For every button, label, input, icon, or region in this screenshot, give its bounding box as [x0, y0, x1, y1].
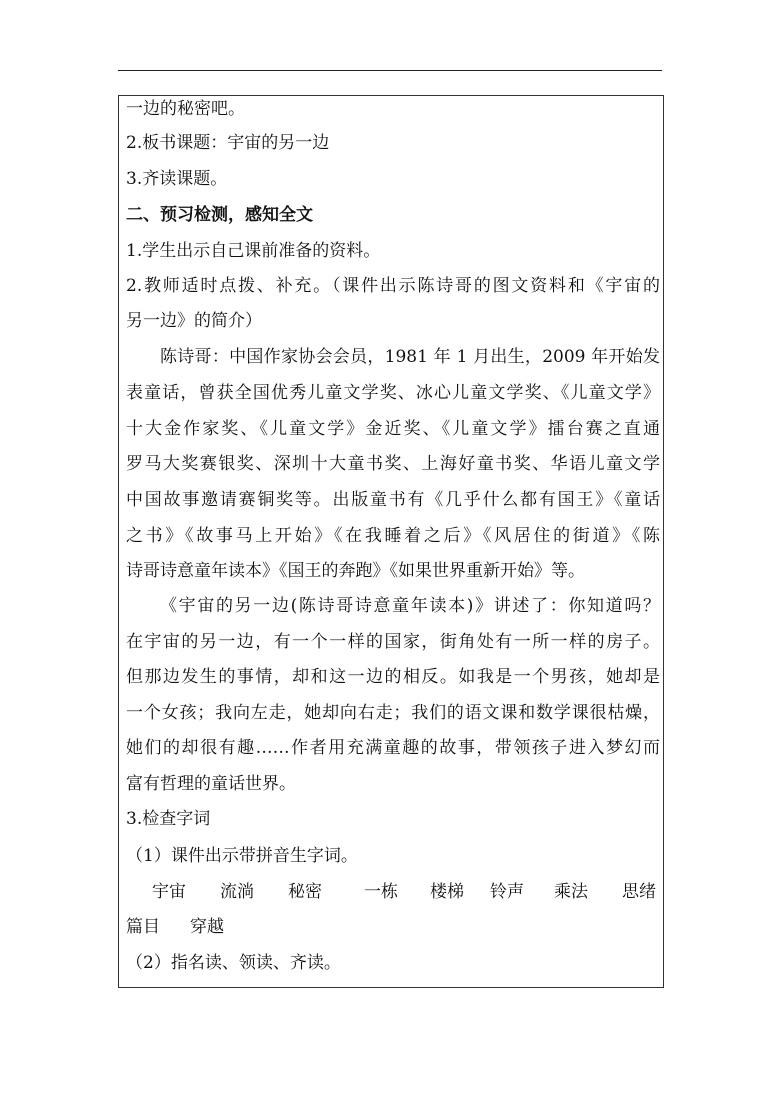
vocab-word: 秘密 [288, 882, 322, 902]
vocab-word: 楼梯 [430, 882, 464, 902]
text-line: 1.学生出示自己课前准备的资料。 [126, 241, 381, 261]
text-line: 另一边》的简介） [126, 311, 262, 331]
text-line: 她们的却很有趣……作者用充满童趣的故事，带领孩子进入梦幻而 [126, 738, 660, 758]
header-rule [118, 70, 662, 71]
text-line: 一边的秘密吧。 [126, 99, 245, 119]
vocab-word: 思绪 [622, 882, 656, 902]
text-line: （1）课件出示带拼音生字词。 [126, 846, 358, 866]
text-line: 之书》《故事马上开始》《在我睡着之后》《风居住的街道》《陈 [126, 526, 660, 546]
vocab-word: 铃声 [490, 882, 524, 902]
text-line: （2）指名读、领读、齐读。 [126, 953, 341, 973]
text-line: 陈诗哥：中国作家协会会员，1981 年 1 月出生，2009 年开始发 [160, 347, 660, 367]
text-line: 但那边发生的事情，却和这一边的相反。如我是一个男孩，她却是 [126, 667, 660, 687]
text-line: 罗马大奖赛银奖、深圳十大童书奖、上海好童书奖、华语儿童文学 [126, 454, 660, 474]
text-line: 3.检查字词 [126, 809, 211, 829]
text-line: 2.板书课题：宇宙的另一边 [126, 133, 330, 153]
vocab-word: 穿越 [190, 917, 224, 937]
text-line: 3.齐读课题。 [126, 169, 228, 189]
section-heading: 二、预习检测，感知全文 [126, 205, 313, 225]
text-line: 诗哥诗意童年读本》《国王的奔跑》《如果世界重新开始》等。 [126, 561, 585, 581]
text-line: 一个女孩；我向左走，她却向右走；我们的语文课和数学课很枯燥， [126, 703, 660, 723]
text-line: 在宇宙的另一边，有一个一样的国家，街角处有一所一样的房子。 [126, 632, 660, 652]
text-line: 《宇宙的另一边(陈诗哥诗意童年读本)》讲述了：你知道吗？ [160, 596, 660, 616]
text-line: 中国故事邀请赛铜奖等。出版童书有《几乎什么都有国王》《童话 [126, 490, 660, 510]
vocab-word: 流淌 [220, 882, 254, 902]
text-line: 富有哲理的童话世界。 [126, 774, 296, 794]
vocab-word: 篇目 [126, 917, 160, 937]
text-line: 十大金作家奖、《儿童文学》金近奖、《儿童文学》擂台赛之直通 [126, 419, 660, 439]
vocab-word: 宇宙 [152, 882, 186, 902]
vocab-row [126, 874, 660, 910]
vocab-row [126, 909, 660, 945]
text-line: 表童话，曾获全国优秀儿童文学奖、冰心儿童文学奖、《儿童文学》 [126, 383, 660, 403]
vocab-word: 一栋 [364, 882, 398, 902]
vocab-word: 乘法 [554, 882, 588, 902]
text-line: 2.教师适时点拨、补充。（课件出示陈诗哥的图文资料和《宇宙的 [126, 276, 660, 296]
